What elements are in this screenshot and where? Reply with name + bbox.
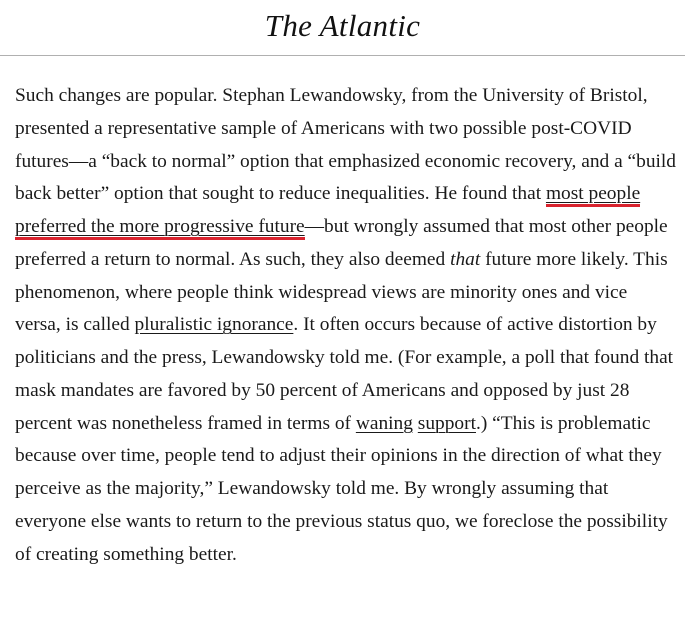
paragraph-text: —but wrongly assumed that most other people preferred a return to normal. As such, they also deemed: [15, 216, 668, 270]
link-pluralistic-ignorance[interactable]: pluralistic ignorance: [134, 314, 294, 336]
masthead: [0, 0, 685, 56]
paragraph-text: future more likely. This phenomenon, where people think widespread views are minority ones and vice versa, is called: [15, 248, 668, 336]
emphasis-that: that: [450, 248, 481, 270]
article-paragraph: [15, 80, 677, 571]
link-support[interactable]: support: [417, 412, 476, 434]
link-waning[interactable]: waning: [355, 412, 413, 434]
paragraph-text: Such changes are popular. Stephan Lewandowsky, from the University of Bristol, presented a representative sample of Americans with two possible post-COVID futures—a “back to normal” option that emphasized economic recovery, and a “build back better” option that sought to reduce inequalities. He found that: [15, 85, 677, 205]
paragraph-text: . It often occurs because of active distortion by politicians and the press, Lewandowsky told me. (For example, a poll that found that mask mandates are favored by 50 percent of Americans and opposed by just 28 percent was nonetheless framed in terms of: [15, 314, 674, 434]
site-logo[interactable]: The Atlantic: [264, 7, 421, 43]
paragraph-text: .) “This is problematic because over time, people tend to adjust their opinions in the direction of what they perceive as the majority,” Lewandowsky told me. By wrongly assuming that everyone else wants to return to the previous status quo, we foreclose the possibility of creating something better.: [15, 412, 668, 565]
article-body: [15, 80, 677, 571]
link-progressive-future[interactable]: most people preferred the more progressive future: [15, 183, 640, 240]
